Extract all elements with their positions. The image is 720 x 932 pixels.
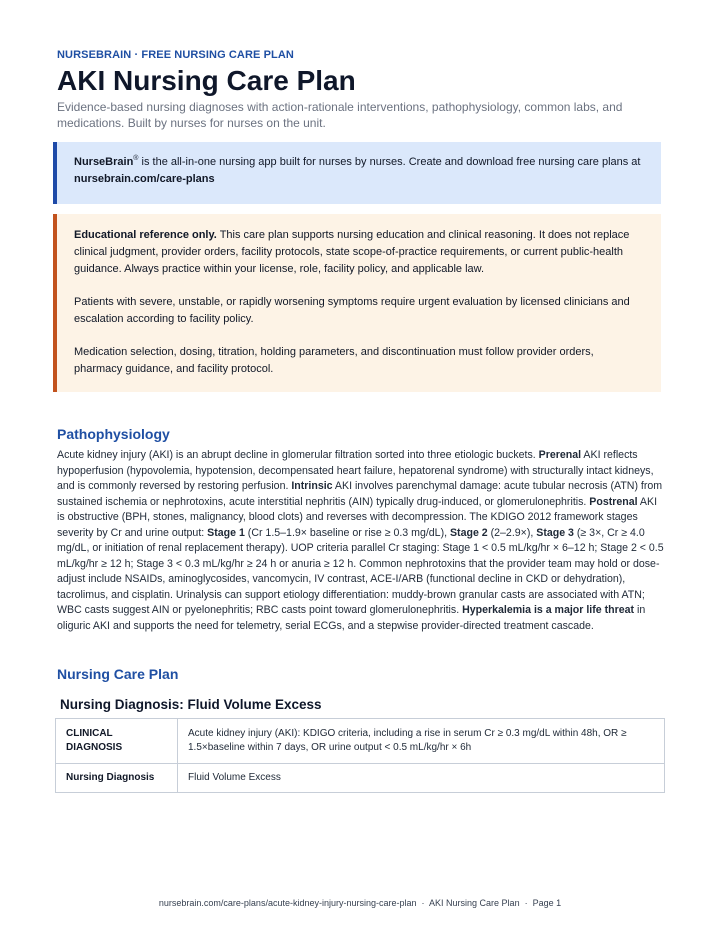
table-row (56, 719, 665, 764)
disclaimer-paragraph-3: Medication selection, dosing, titration, holding parameters, and discontinuation must follow provider orders, pharmacy guidance, and facility protocol. (74, 346, 594, 375)
table-row (56, 764, 665, 793)
patho-text: (Cr 1.5–1.9× baseline or rise ≥ 0.3 mg/dL), (244, 526, 450, 539)
disclaimer-lead: Educational reference only. (74, 229, 217, 241)
page-title: AKI Nursing Care Plan (57, 65, 356, 96)
patho-bold: Postrenal (589, 495, 638, 508)
disclaimer-paragraph-2: Patients with severe, unstable, or rapidly worsening symptoms require urgent evaluation by licensed clinicians and escalation according to facility policy. (74, 296, 630, 325)
footer-page-number: Page 1 (532, 898, 562, 908)
disclaimer-callout (53, 214, 661, 392)
promo-link[interactable]: nursebrain.com/care-plans (74, 173, 215, 185)
patho-text: (≥ 3×, Cr ≥ 4.0 mg/dL, or initiation of renal replacement therapy). UOP criteria parallel Cr staging: Stage 1 < 0.5 mL/kg/hr × 6–12 h; Stage 2 < 0.5 mL/kg/hr ≥ 12 h; Stage 3 < 0.3 mL/kg/hr ≥ 24 h or anuria ≥ 12 h. Common nephrotoxins that the provider team may hold or dose-adjust include NSAIDs, aminoglycosides, vancomycin, IV contrast, ACE-I/ARB (functional decline in CKD or dehydration), tacrolimus, and cisplatin. Urinalysis can support etiology differentiation: muddy-brown granular casts are associated with ATN; WBC casts suggest AIN or pyelonephritis; RBC casts point toward glomerulonephritis. (57, 526, 664, 616)
disclaimer-body-1: This care plan supports nursing education and clinical reasoning. It does not replace clinical judgment, provider orders, facility protocols, state scope-of-practice requirements, or current public-health guidance. Always practice within your license, role, facility policy, and applicable law. (74, 229, 630, 275)
promo-brand: NurseBrain (74, 156, 134, 168)
patho-bold: Hyperkalemia is a major life threat (462, 604, 635, 616)
patho-bold: Intrinsic (291, 480, 333, 492)
promo-text (74, 154, 645, 188)
registered-mark: ® (133, 155, 139, 162)
care-plan-table (55, 718, 665, 793)
patho-text: in oliguric AKI and supports the need for telemetry, serial ECGs, and a stepwise provider-directed treatment cascade. (57, 604, 646, 632)
footer-separator: · (416, 898, 430, 908)
patho-text: AKI is obstructive (BPH, stones, malignancy, blood clots) and reverses with decompression. The KDIGO 2012 framework stages severity by Cr and urine output: (57, 495, 658, 539)
nursing-diagnosis-heading: Nursing Diagnosis: Fluid Volume Excess (60, 697, 322, 712)
patho-bold: Prerenal (538, 449, 582, 461)
footer-separator: · (519, 898, 533, 908)
care-plan-heading: Nursing Care Plan (57, 666, 179, 682)
row-value: Fluid Volume Excess (178, 764, 665, 793)
patho-bold: Stage 1 (207, 526, 245, 539)
promo-callout (53, 142, 661, 204)
promo-body: is the all-in-one nursing app built for nurses by nurses. Create and download free nursing care plans at (138, 156, 641, 168)
pathophysiology-paragraph (57, 448, 665, 634)
patho-bold: Stage 3 (536, 526, 574, 539)
patho-text: (2–2.9×), (487, 526, 537, 539)
patho-text: AKI involves parenchymal damage: acute tubular necrosis (ATN) from sustained ischemia or nephrotoxins, acute interstitial nephritis (AIN) typically drug-induced, or glomerulonephritis. (57, 480, 663, 508)
page-footer (0, 898, 720, 908)
row-value: Acute kidney injury (AKI): KDIGO criteria, including a rise in serum Cr ≥ 0.3 mg/dL within 48h, OR ≥ 1.5×baseline within 7 days, OR urine output < 0.5 mL/kg/hr × 6h (178, 719, 665, 764)
row-label: CLINICAL DIAGNOSIS (56, 719, 178, 764)
page-subtitle: Evidence-based nursing diagnoses with action-rationale interventions, pathophysiology, common labs, and medications. Built by nurses for nurses on the unit. (57, 100, 623, 130)
patho-text: Acute kidney injury (AKI) is an abrupt decline in glomerular filtration sorted into three etiologic buckets. (57, 449, 539, 461)
footer-doc-title: AKI Nursing Care Plan (429, 898, 520, 908)
patho-bold: Stage 2 (449, 526, 488, 539)
row-label: Nursing Diagnosis (56, 764, 178, 793)
footer-url[interactable]: nursebrain.com/care-plans/acute-kidney-injury-nursing-care-plan (158, 898, 417, 908)
pathophysiology-heading: Pathophysiology (57, 426, 170, 442)
patho-text: AKI reflects hypoperfusion (hypovolemia, hypotension, decompensated heart failure, hepatorenal syndrome) with structurally intact kidneys, and is commonly reversed by restoring perfusion. (57, 449, 654, 492)
disclaimer-paragraph-1 (74, 227, 645, 278)
eyebrow-label: NURSEBRAIN · FREE NURSING CARE PLAN (57, 49, 294, 61)
